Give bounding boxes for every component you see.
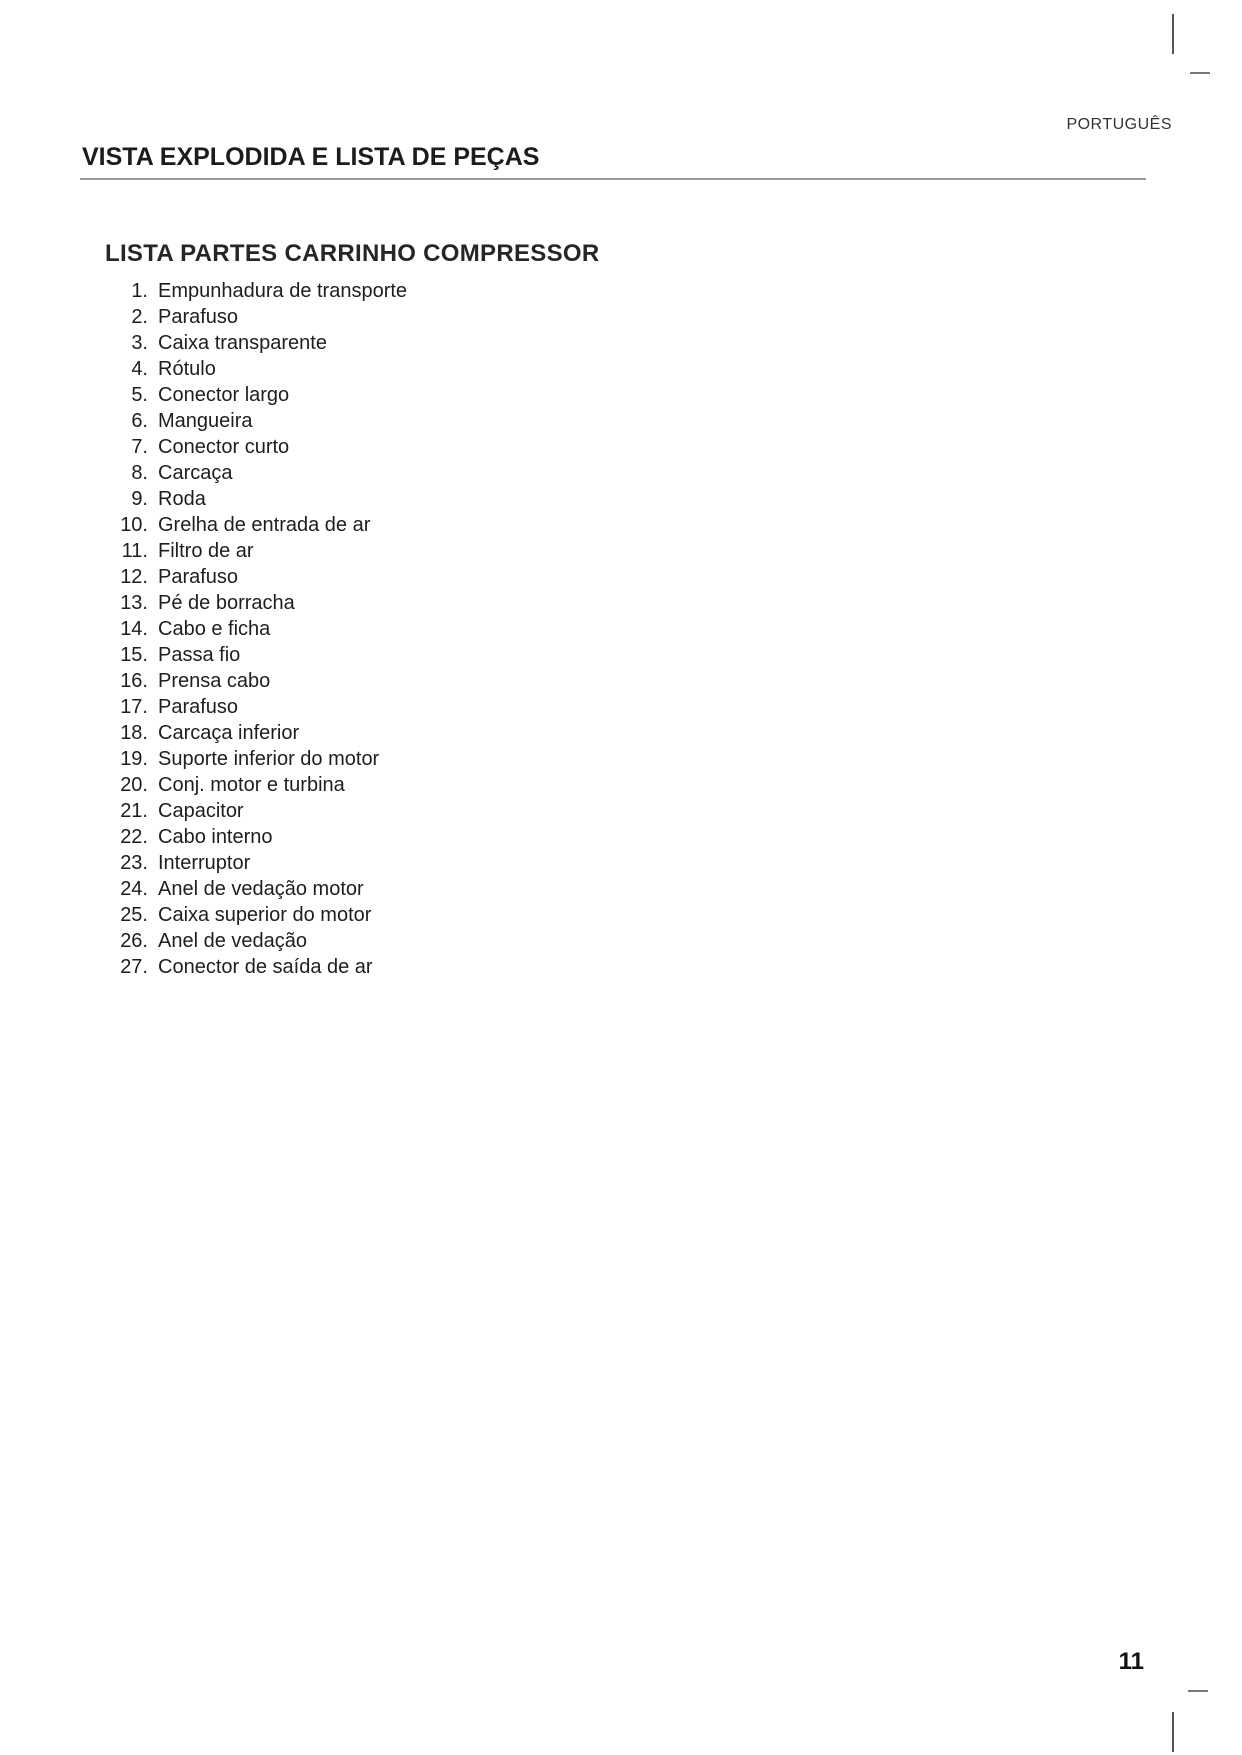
item-name: Interruptor (158, 852, 251, 874)
item-number: 6. (131, 410, 148, 432)
list-item (110, 798, 407, 824)
list-item (110, 382, 407, 408)
item-name: Prensa cabo (158, 670, 271, 692)
list-item (110, 694, 407, 720)
page-number: 11 (1118, 1648, 1144, 1675)
list-item (110, 564, 407, 590)
language-label: PORTUGUÊS (1066, 116, 1172, 133)
list-item (110, 434, 407, 460)
item-number: 24. (120, 878, 148, 900)
item-name: Parafuso (158, 696, 239, 718)
item-name: Cabo e ficha (158, 618, 271, 640)
item-name: Suporte inferior do motor (158, 748, 380, 770)
item-number: 25. (120, 904, 148, 926)
item-number: 18. (120, 722, 148, 744)
list-item (110, 642, 407, 668)
crop-mark-top-horizontal (1190, 72, 1210, 74)
list-item (110, 720, 407, 746)
item-name: Parafuso (158, 566, 239, 588)
list-item (110, 590, 407, 616)
item-name: Conector de saída de ar (158, 956, 373, 978)
item-number: 13. (120, 592, 148, 614)
list-item (110, 902, 407, 928)
section-title: VISTA EXPLODIDA E LISTA DE PEÇAS (82, 143, 540, 171)
item-name: Rótulo (158, 358, 216, 380)
item-number: 23. (120, 852, 148, 874)
item-number: 10. (120, 514, 148, 536)
item-name: Carcaça (158, 462, 233, 484)
list-item (110, 772, 407, 798)
list-item (110, 460, 407, 486)
list-item (110, 538, 407, 564)
item-name: Filtro de ar (158, 540, 254, 562)
item-name: Mangueira (158, 410, 253, 432)
item-number: 16. (120, 670, 148, 692)
item-number: 4. (131, 358, 148, 380)
item-name: Passa fio (158, 644, 241, 666)
item-name: Grelha de entrada de ar (158, 514, 371, 536)
item-number: 12. (120, 566, 148, 588)
section-divider (80, 178, 1146, 180)
item-name: Caixa transparente (158, 332, 327, 354)
item-name: Roda (158, 488, 206, 510)
list-item (110, 278, 407, 304)
item-number: 17. (120, 696, 148, 718)
list-item (110, 330, 407, 356)
list-item (110, 356, 407, 382)
list-item (110, 824, 407, 850)
parts-list (110, 278, 407, 980)
item-number: 8. (131, 462, 148, 484)
item-name: Conj. motor e turbina (158, 774, 345, 796)
list-item (110, 746, 407, 772)
item-name: Cabo interno (158, 826, 273, 848)
crop-mark-bottom-horizontal (1188, 1690, 1208, 1692)
crop-mark-top-vertical (1172, 14, 1174, 54)
item-name: Empunhadura de transporte (158, 280, 408, 302)
list-item (110, 954, 407, 980)
item-number: 9. (131, 488, 148, 510)
list-item (110, 408, 407, 434)
list-item (110, 668, 407, 694)
item-number: 14. (120, 618, 148, 640)
list-item (110, 304, 407, 330)
parts-list-title: LISTA PARTES CARRINHO COMPRESSOR (105, 240, 600, 267)
item-number: 2. (131, 306, 148, 328)
item-name: Anel de vedação motor (158, 878, 364, 900)
item-name: Carcaça inferior (158, 722, 300, 744)
list-item (110, 850, 407, 876)
item-name: Conector curto (158, 436, 290, 458)
item-number: 20. (120, 774, 148, 796)
item-number: 1. (131, 280, 148, 302)
list-item (110, 876, 407, 902)
list-item (110, 486, 407, 512)
list-item (110, 512, 407, 538)
list-item (110, 928, 407, 954)
item-number: 21. (120, 800, 148, 822)
item-number: 27. (120, 956, 148, 978)
item-name: Conector largo (158, 384, 290, 406)
item-number: 15. (120, 644, 148, 666)
item-number: 3. (131, 332, 148, 354)
item-name: Parafuso (158, 306, 239, 328)
item-number: 26. (120, 930, 148, 952)
item-name: Caixa superior do motor (158, 904, 372, 926)
crop-mark-bottom-vertical (1172, 1712, 1174, 1752)
item-number: 19. (120, 748, 148, 770)
item-number: 7. (131, 436, 148, 458)
item-name: Capacitor (158, 800, 244, 822)
item-number: 22. (120, 826, 148, 848)
item-number: 11. (121, 540, 148, 562)
item-name: Pé de borracha (158, 592, 295, 614)
item-number: 5. (131, 384, 148, 406)
list-item (110, 616, 407, 642)
item-name: Anel de vedação (158, 930, 308, 952)
